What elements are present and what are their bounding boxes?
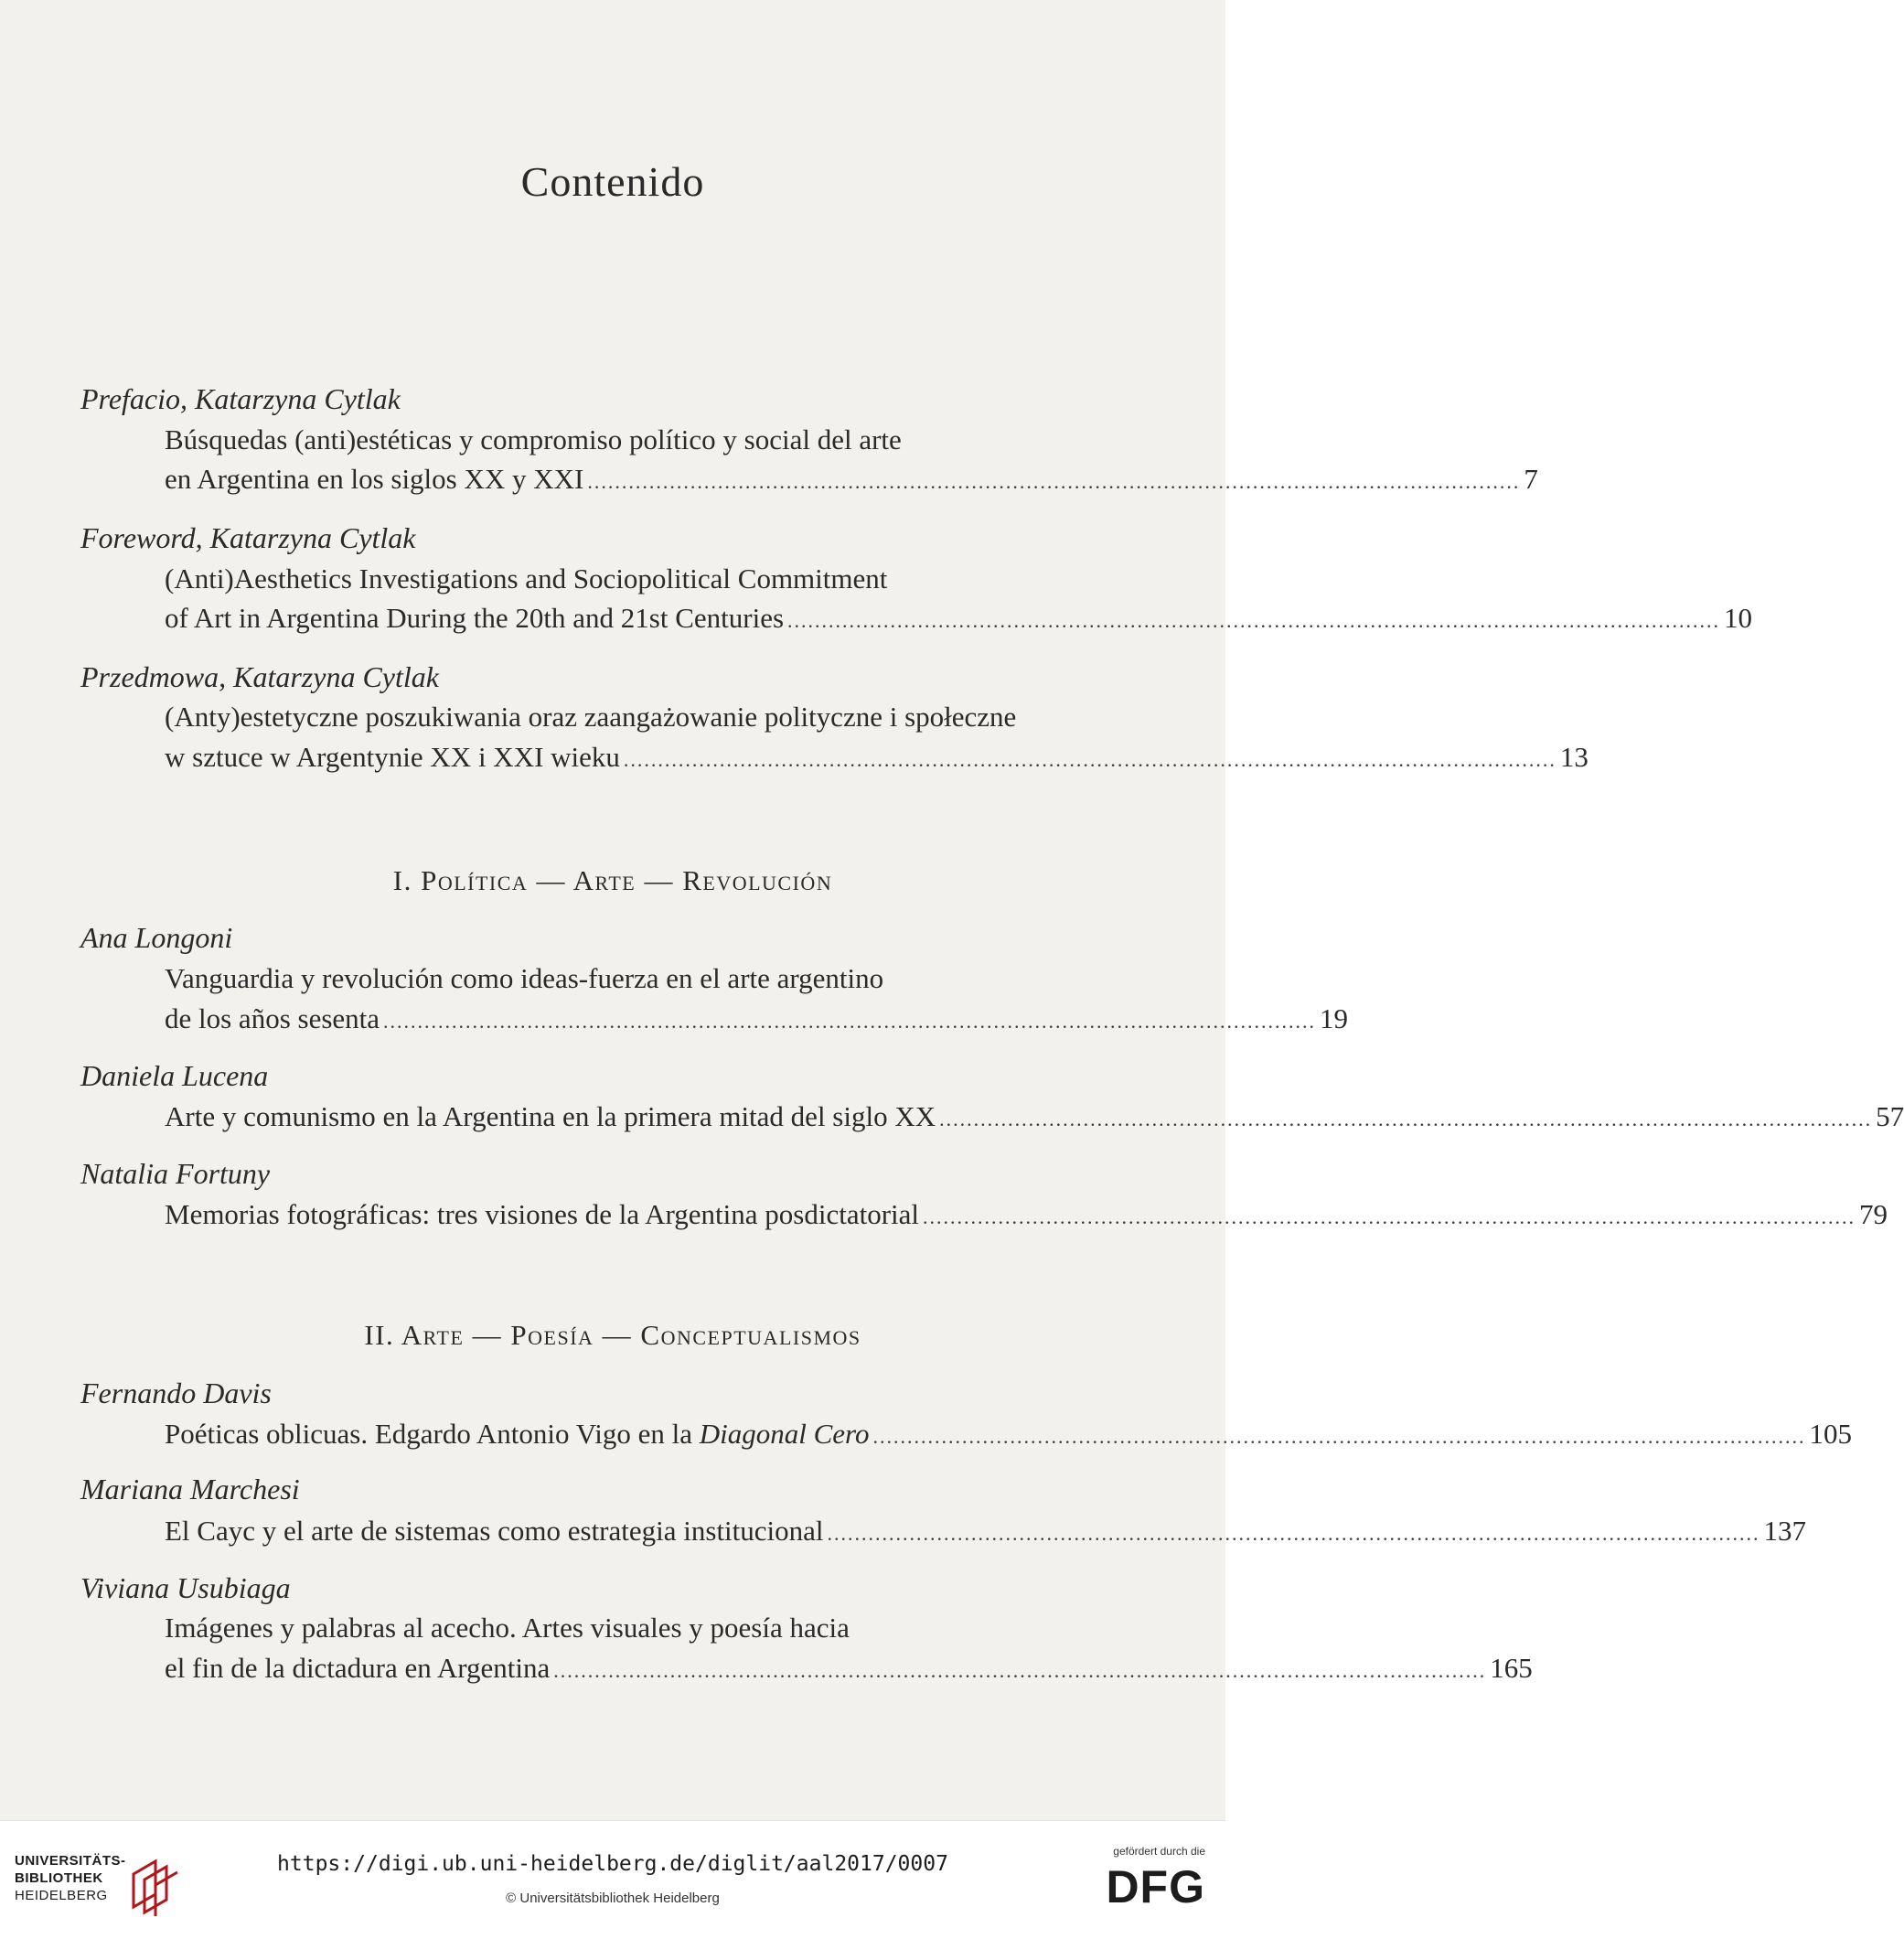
toc-page-number: 79: [1859, 1198, 1888, 1230]
library-name-line: UNIVERSITÄTS-: [15, 1853, 126, 1869]
toc-author: Foreword, Katarzyna Cytlak: [80, 521, 416, 554]
toc-entry-text: (Anty)estetyczne poszukiwania oraz zaangażowanie polityczne i społeczne: [165, 701, 1017, 733]
toc-entry-line[interactable]: [165, 1612, 1130, 1644]
funding-note: gefördert durch die: [1113, 1845, 1205, 1858]
toc-author: Daniela Lucena: [80, 1059, 269, 1092]
toc-entry-text-roman: Poéticas oblicuas. Edgardo Antonio Vigo en la: [165, 1418, 700, 1450]
toc-author: Przedmowa, Katarzyna Cytlak: [80, 660, 439, 693]
toc-entry-text: (Anti)Aesthetics Investigations and Sociopolitical Commitment: [165, 562, 888, 595]
toc-entry-text: Imágenes y palabras al acecho. Artes visuales y poesía hacia: [165, 1612, 850, 1644]
toc-entry-line[interactable]: [165, 741, 1588, 774]
toc-entry-line[interactable]: [165, 1198, 1888, 1231]
dfg-logo[interactable]: [1096, 1845, 1205, 1920]
toc-entry-text: en Argentina en los siglos XX y XXI: [165, 463, 584, 495]
library-name-line: HEIDELBERG: [15, 1888, 108, 1903]
viewer-footer: [0, 1820, 1225, 1939]
dot-leader: ........................................................................................................................................: [587, 470, 1521, 493]
library-name-line: BIBLIOTHEK: [15, 1870, 103, 1886]
toc-entry-text: [165, 1418, 869, 1451]
dot-leader: ........................................................................................................................................: [553, 1659, 1487, 1682]
toc-author: Fernando Davis: [80, 1377, 272, 1409]
toc-entry-text: w sztuce w Argentynie XX i XXI wieku: [165, 741, 620, 773]
toc-author: Mariana Marchesi: [80, 1473, 300, 1505]
toc-entry-line[interactable]: [165, 1418, 1852, 1451]
toc-entry-text: de los años sesenta: [165, 1002, 380, 1034]
toc-entry-line[interactable]: [165, 1002, 1349, 1035]
dot-leader: ........................................................................................................................................: [383, 1010, 1317, 1033]
toc-entry-text: Memorias fotográficas: tres visiones de la Argentina posdictatorial: [165, 1198, 920, 1230]
toc-entry-line[interactable]: [165, 1515, 1807, 1548]
dot-leader: ........................................................................................................................................: [787, 609, 1721, 632]
toc-entry-text: of Art in Argentina During the 20th and 21st Centuries: [165, 602, 785, 634]
toc-entry-line[interactable]: [165, 1652, 1533, 1685]
toc-entry-text: Búsquedas (anti)estéticas y compromiso político y social del arte: [165, 423, 902, 455]
section-heading: II. Arte — Poesía — Conceptualismos: [364, 1319, 861, 1351]
copyright-notice: © Universitätsbibliothek Heidelberg: [506, 1891, 720, 1906]
toc-page-number: 13: [1559, 741, 1588, 773]
toc-author: Prefacio, Katarzyna Cytlak: [80, 382, 401, 415]
toc-entry-line[interactable]: [165, 423, 1130, 456]
toc-page-number: 137: [1763, 1515, 1807, 1547]
dot-leader: ........................................................................................................................................: [923, 1205, 1856, 1228]
toc-page-number: 7: [1524, 463, 1538, 495]
toc-entry-line[interactable]: [165, 602, 1753, 635]
dot-leader: ........................................................................................................................................: [939, 1108, 1873, 1130]
toc-page-number: 57: [1876, 1100, 1904, 1132]
toc-entry-line[interactable]: [165, 962, 1130, 995]
toc-page-number: 19: [1320, 1002, 1349, 1034]
toc-page-number: 10: [1724, 602, 1753, 634]
section-heading: I. Política — Arte — Revolución: [392, 864, 833, 896]
toc-entry-text: el fin de la dictadura en Argentina: [165, 1652, 551, 1684]
permalink-url[interactable]: https://digi.ub.uni-heidelberg.de/diglit/aal2017/0007: [277, 1852, 948, 1876]
toc-entry-text-italic: Diagonal Cero: [699, 1418, 870, 1450]
toc-entry-line[interactable]: [165, 701, 1130, 734]
toc-entry-text: Arte y comunismo en la Argentina en la primera mitad del siglo XX: [165, 1100, 936, 1132]
page-title: Contenido: [520, 158, 705, 205]
toc-entry-text: El Cayc y el arte de sistemas como estrategia institucional: [165, 1515, 824, 1547]
toc-entry-line[interactable]: [165, 562, 1130, 595]
toc-page-number: 165: [1490, 1652, 1533, 1684]
toc-page-number: 105: [1809, 1418, 1852, 1450]
toc-entry-line[interactable]: [165, 1100, 1904, 1133]
toc-author: Viviana Usubiaga: [80, 1571, 291, 1604]
dot-leader: ........................................................................................................................................: [827, 1522, 1760, 1545]
toc-author: Ana Longoni: [80, 921, 233, 954]
dot-leader: ........................................................................................................................................: [623, 748, 1556, 771]
dot-leader: ........................................................................................................................................: [872, 1425, 1806, 1448]
funder-name: DFG: [1106, 1861, 1205, 1912]
toc-entry-line[interactable]: [165, 463, 1538, 496]
toc-author: Natalia Fortuny: [80, 1157, 271, 1190]
toc-entry-text: Vanguardia y revolución como ideas-fuerza en el arte argentino: [165, 962, 884, 994]
